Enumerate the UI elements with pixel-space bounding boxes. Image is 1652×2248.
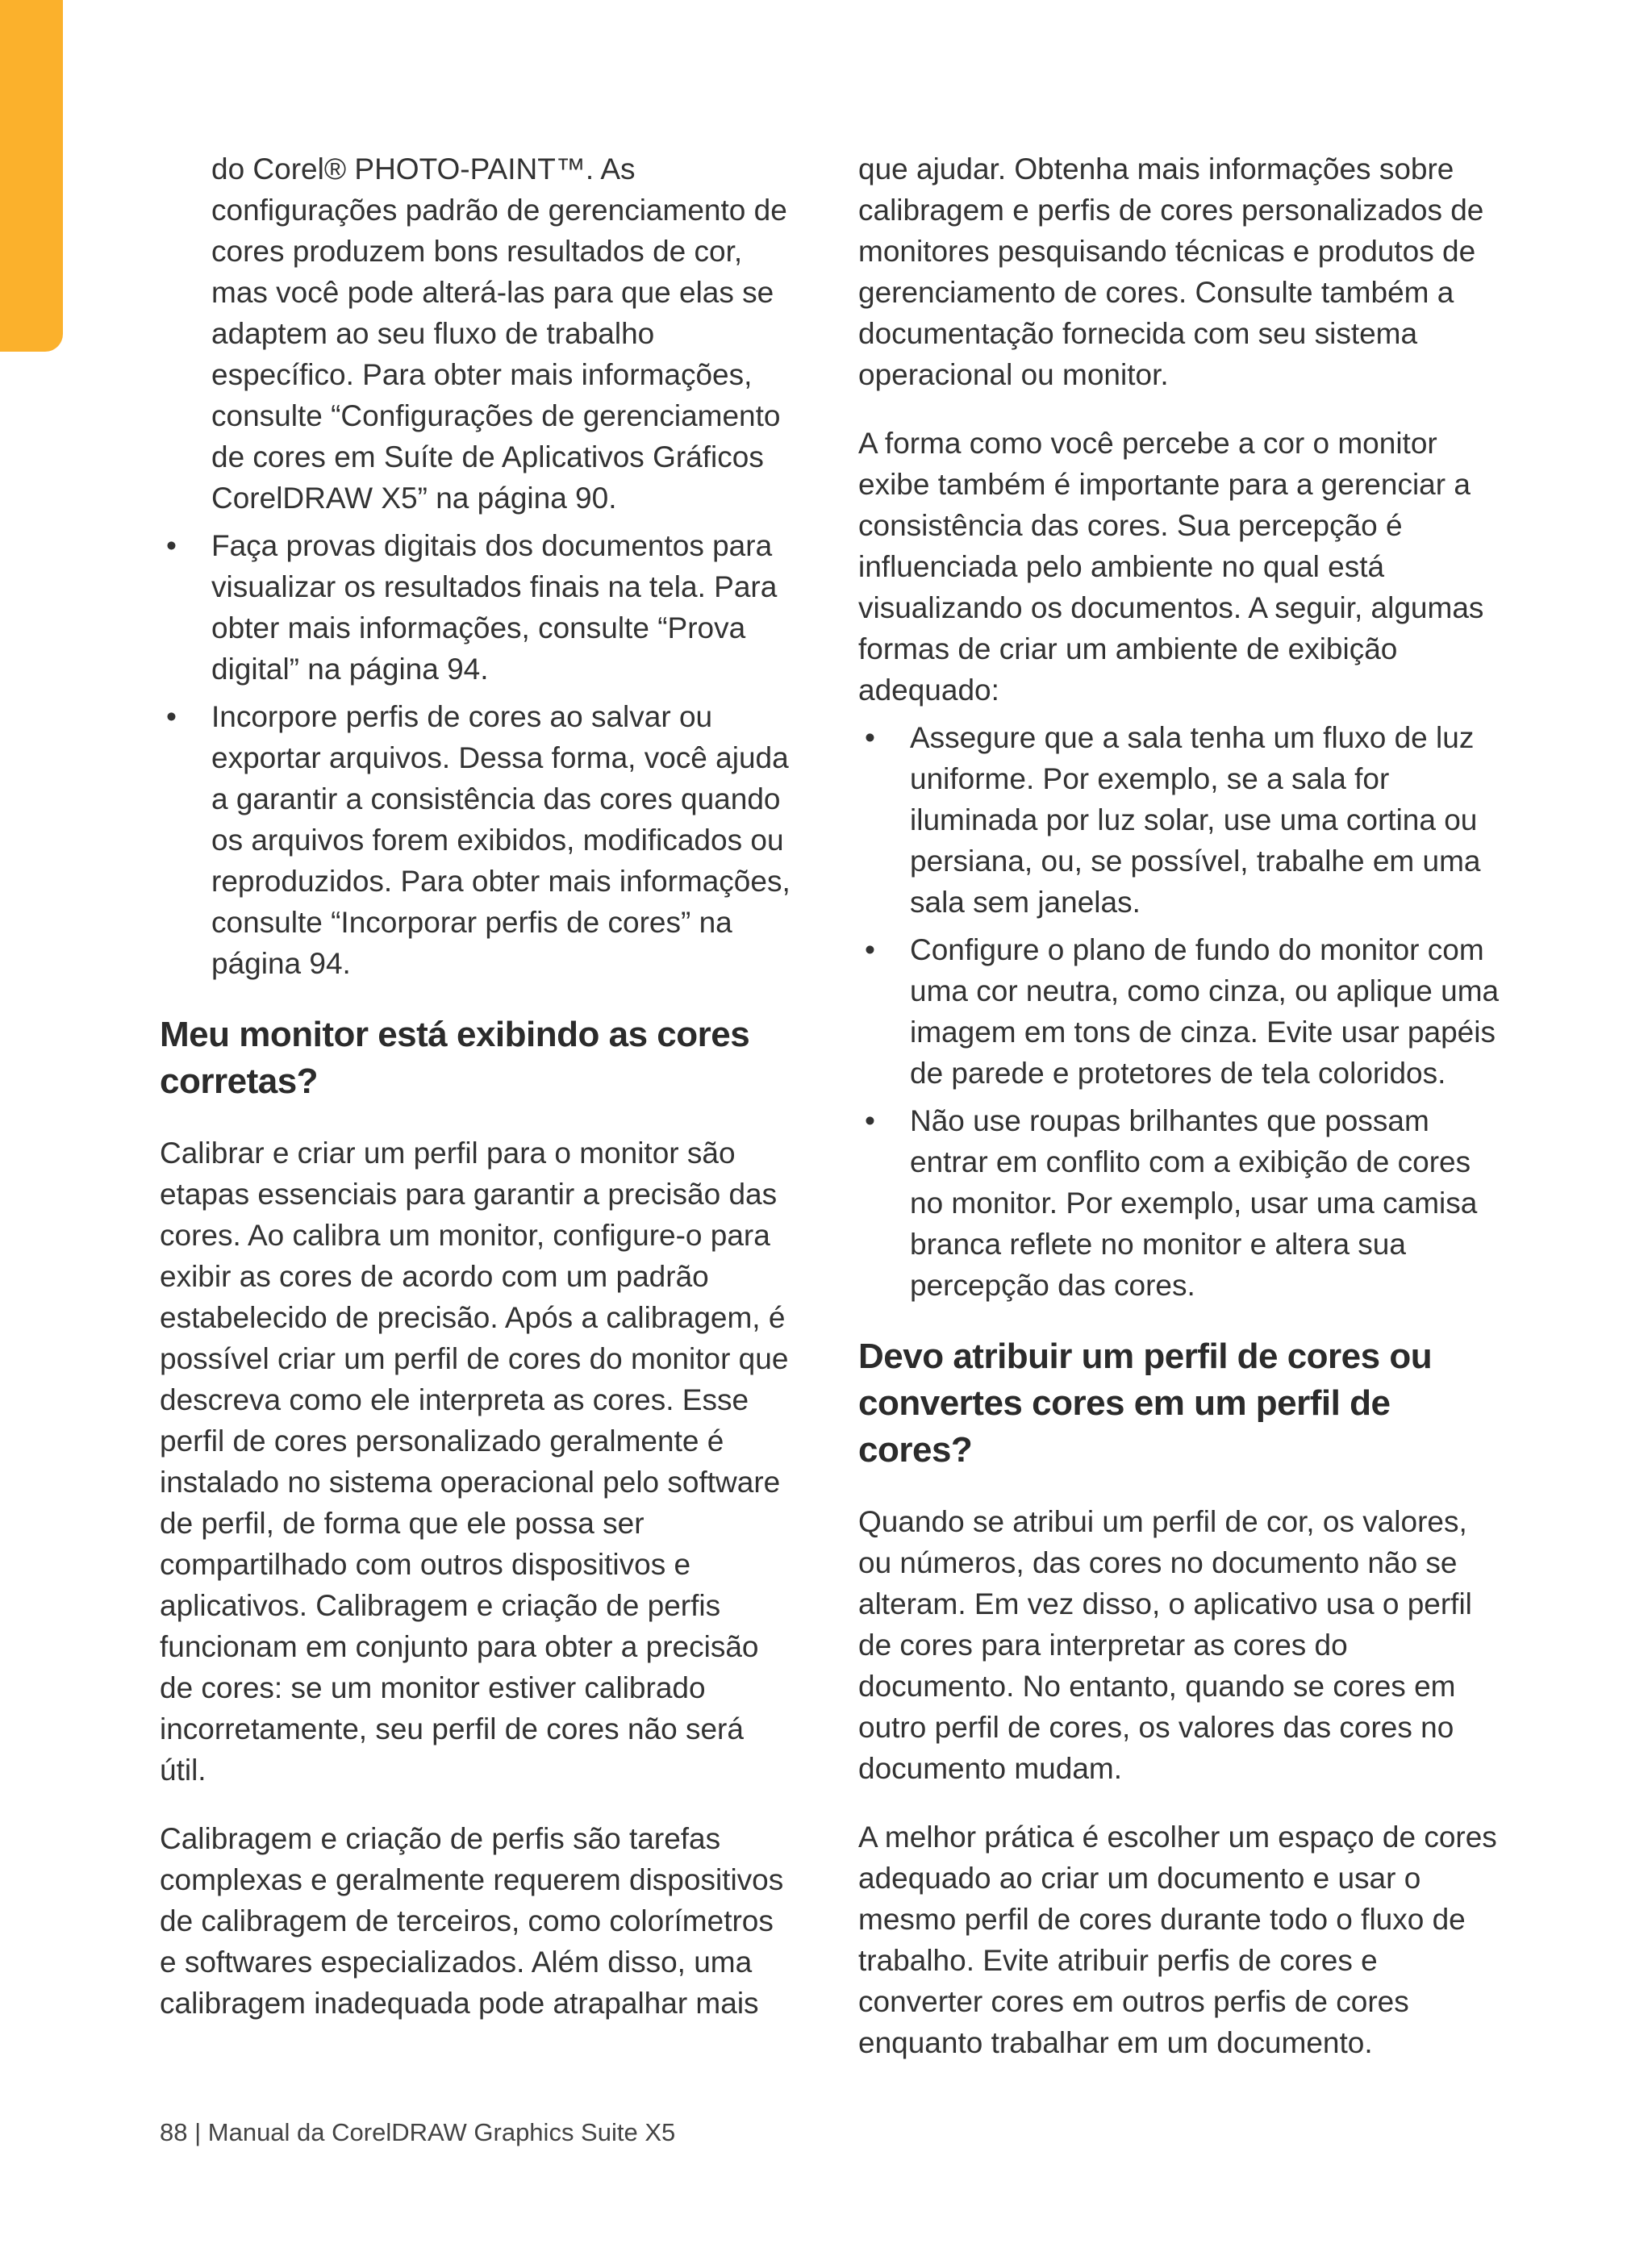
bullet-icon: • bbox=[865, 1104, 875, 1137]
right-bullet-list bbox=[858, 717, 1504, 1306]
bullet-text: Configure o plano de fundo do monitor com uma cor neutra, como cinza, ou aplique uma imagem em tons de cinza. Evite usar papéis de parede e protetores de tela coloridos. bbox=[910, 933, 1500, 1090]
bullet-icon: • bbox=[166, 700, 177, 733]
paragraph-perception: A forma como você percebe a cor o monitor exibe também é importante para a gerenciar a consistência das cores. Sua percepção é influenciada pelo ambiente no qual está visualizando os documentos. A seguir, algumas formas de criar um ambiente de exibição adequado: bbox=[858, 427, 1484, 707]
bullet-text: Não use roupas brilhantes que possam entrar em conflito com a exibição de cores no monitor. Por exemplo, usar uma camisa branca reflete no monitor e altera sua percepção das cores. bbox=[910, 1104, 1478, 1302]
paragraph-continuation: que ajudar. Obtenha mais informações sobre calibragem e perfis de cores personalizados de monitores pesquisando técnicas e produtos de gerenciamento de cores. Consulte também a documentação fornecida com seu sistema operacional ou monitor. bbox=[858, 152, 1484, 391]
right-column bbox=[858, 148, 1504, 2091]
list-item bbox=[858, 929, 1504, 1094]
paragraph-calibration-tools: Calibragem e criação de perfis são tarefas complexas e geralmente requerem dispositivos de calibragem de terceiros, como colorímetros e softwares especializados. Além disso, uma calibragem inadequada pode atrapalhar mais bbox=[160, 1822, 784, 2020]
list-item bbox=[160, 525, 797, 690]
intro-continuation: do Corel® PHOTO-PAINT™. As configurações padrão de gerenciamento de cores produzem bons resultados de cor, mas você pode alterá-las para que elas se adaptem ao seu fluxo de trabalho específico. Para obter mais informações, consulte “Configurações de gerenciamento de cores em Suíte de Aplicativos Gráficos CorelDRAW X5” na página 90. bbox=[211, 152, 787, 515]
left-bullet-list bbox=[160, 525, 797, 984]
section-heading-monitor: Meu monitor está exibindo as cores corretas? bbox=[160, 1015, 750, 1101]
list-item bbox=[858, 717, 1504, 923]
section-tab-marker bbox=[0, 0, 63, 352]
paragraph-calibration: Calibrar e criar um perfil para o monitor são etapas essenciais para garantir a precisão das cores. Ao calibra um monitor, configure-o para exibir as cores de acordo com um padrão estabelecido de precisão. Após a calibragem, é possível criar um perfil de cores do monitor que descreva como ele interpreta as cores. Esse perfil de cores personalizado geralmente é instalado no sistema operacional pelo software de perfil, de forma que ele possa ser compartilhado com outros dispositivos e aplicativos. Calibragem e criação de perfis funcionam em conjunto para obter a precisão de cores: se um monitor estiver calibrado incorretamente, seu perfil de cores não será útil. bbox=[160, 1137, 789, 1787]
bullet-icon: • bbox=[166, 529, 177, 562]
bullet-icon: • bbox=[865, 721, 875, 754]
section-heading-profiles: Devo atribuir um perfil de cores ou convertes cores em um perfil de cores? bbox=[858, 1337, 1433, 1470]
paragraph-best-practice: A melhor prática é escolher um espaço de cores adequado ao criar um documento e usar o mesmo perfil de cores durante todo o fluxo de trabalho. Evite atribuir perfis de cores e converter cores em outros perfis de cores enquanto trabalhar em um documento. bbox=[858, 1821, 1497, 2059]
list-item bbox=[160, 696, 797, 984]
bullet-text: Assegure que a sala tenha um fluxo de luz uniforme. Por exemplo, se a sala for iluminada por luz solar, use uma cortina ou persiana, ou, se possível, trabalhe em uma sala sem janelas. bbox=[910, 721, 1481, 919]
bullet-icon: • bbox=[865, 933, 875, 966]
list-item bbox=[858, 1100, 1504, 1306]
bullet-text: Incorpore perfis de cores ao salvar ou exportar arquivos. Dessa forma, você ajuda a garantir a consistência das cores quando os arquivos forem exibidos, modificados ou reproduzidos. Para obter mais informações, consulte “Incorporar perfis de cores” na página 94. bbox=[211, 700, 791, 980]
bullet-text: Faça provas digitais dos documentos para visualizar os resultados finais na tela. Para obter mais informações, consulte “Prova digital” na página 94. bbox=[211, 529, 778, 686]
left-column bbox=[160, 148, 797, 2051]
page-footer: 88 | Manual da CorelDRAW Graphics Suite X5 bbox=[160, 2118, 676, 2146]
paragraph-assign-profile: Quando se atribui um perfil de cor, os valores, ou números, das cores no documento não se alteram. Em vez disso, o aplicativo usa o perfil de cores para interpretar as cores do documento. No entanto, quando se cores em outro perfil de cores, os valores das cores no documento mudam. bbox=[858, 1505, 1472, 1785]
